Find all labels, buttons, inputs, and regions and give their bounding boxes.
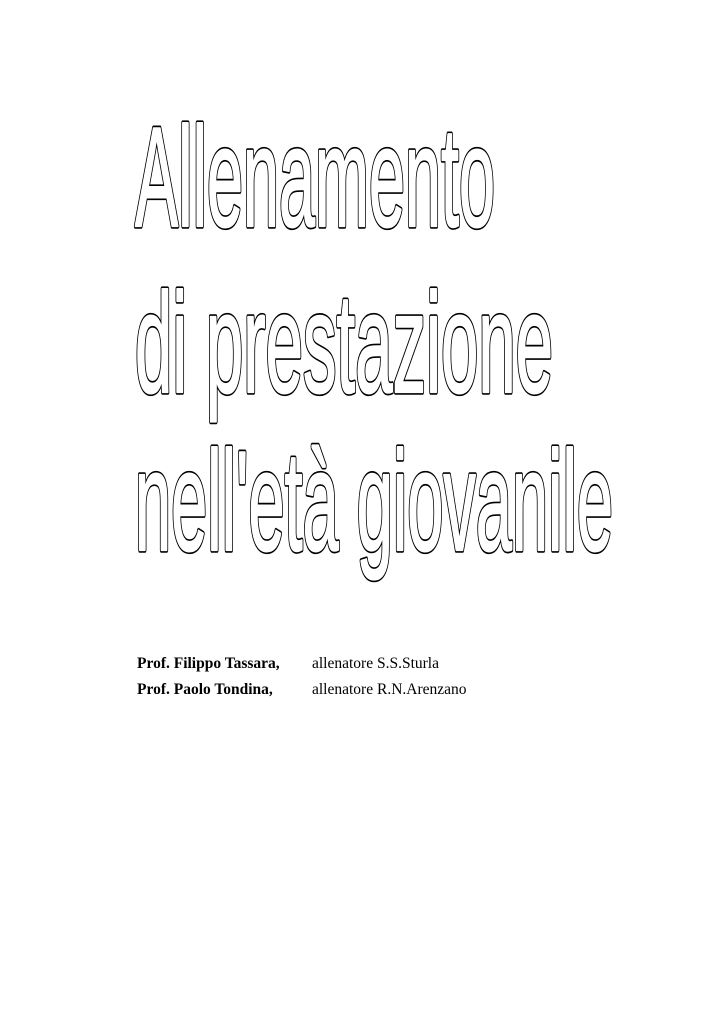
title-line-3: nell'età giovanile (135, 422, 613, 581)
author-name: Prof. Paolo Tondina, (137, 681, 273, 698)
title-line-2: di prestazione (135, 264, 553, 423)
author-row (137, 651, 467, 677)
title-line-1-inner: Allenamento (135, 98, 495, 257)
title-line-1: Allenamento (135, 98, 495, 257)
authors-block (137, 651, 467, 703)
author-row (137, 677, 467, 703)
author-role: allenatore R.N.Arenzano (312, 681, 467, 698)
title-line-2-inner: di prestazione (135, 264, 553, 423)
author-role: allenatore S.S.Sturla (312, 655, 439, 672)
title-inner-layer (135, 98, 613, 581)
title-line-3-inner: nell'età giovanile (135, 422, 613, 581)
author-name: Prof. Filippo Tassara, (137, 655, 280, 672)
